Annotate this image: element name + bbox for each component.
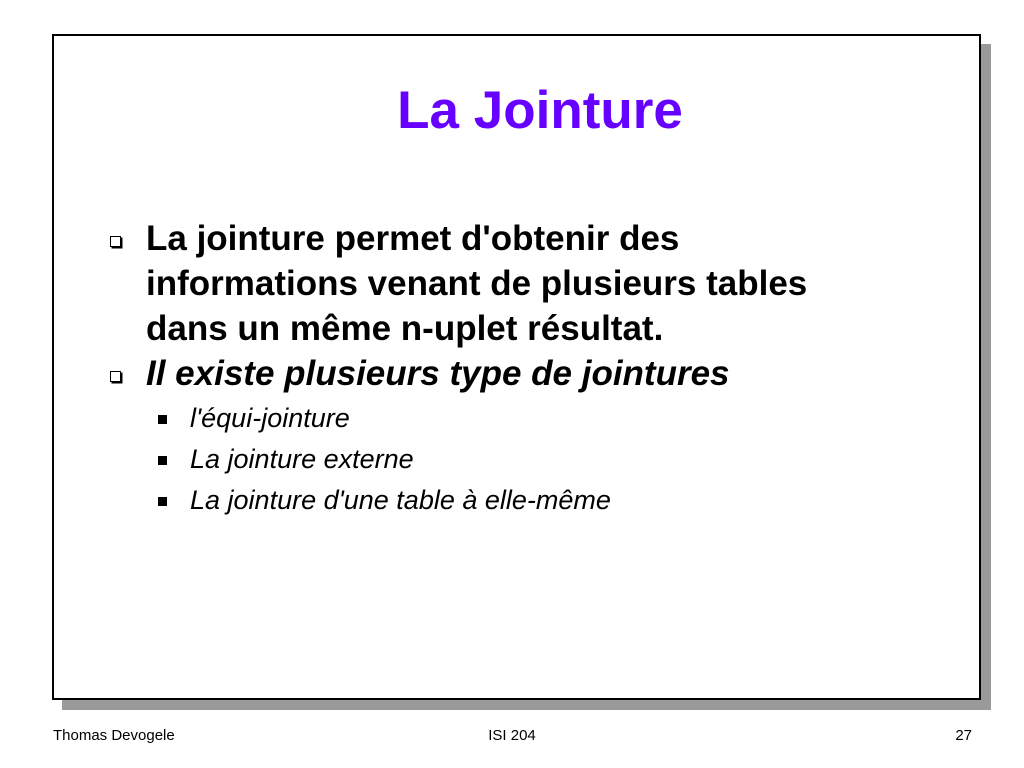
bullet-item-1-line-2: informations venant de plusieurs tables [146,264,808,303]
sub-bullet-item-1 [104,398,944,439]
footer-page-number: 27 [955,727,972,744]
slide-title: La Jointure [397,81,683,140]
bullet-item-2-text: Il existe plusieurs type de jointures [146,354,730,393]
footer-course: ISI 204 [488,727,536,744]
sub-bullet-item-3 [104,480,944,521]
footer-author: Thomas Devogele [53,727,175,744]
bullet-item-2 [104,351,944,396]
bullet-item-1-line-3: dans un même n-uplet résultat. [146,309,664,348]
solid-square-icon [158,456,167,465]
bullet-item-1-line-1: La jointure permet d'obtenir des [146,219,680,258]
sub-bullet-list [104,398,944,521]
solid-square-icon [158,497,167,506]
hollow-square-icon [110,236,121,247]
bullet-item-1 [104,216,944,351]
sub-bullet-item-2 [104,439,944,480]
bullet-list [104,216,944,521]
hollow-square-icon [110,371,121,382]
sub-bullet-item-2-text: La jointure externe [190,444,414,474]
sub-bullet-item-3-text: La jointure d'une table à elle-même [190,485,611,515]
solid-square-icon [158,415,167,424]
sub-bullet-item-1-text: l'équi-jointure [190,403,350,433]
